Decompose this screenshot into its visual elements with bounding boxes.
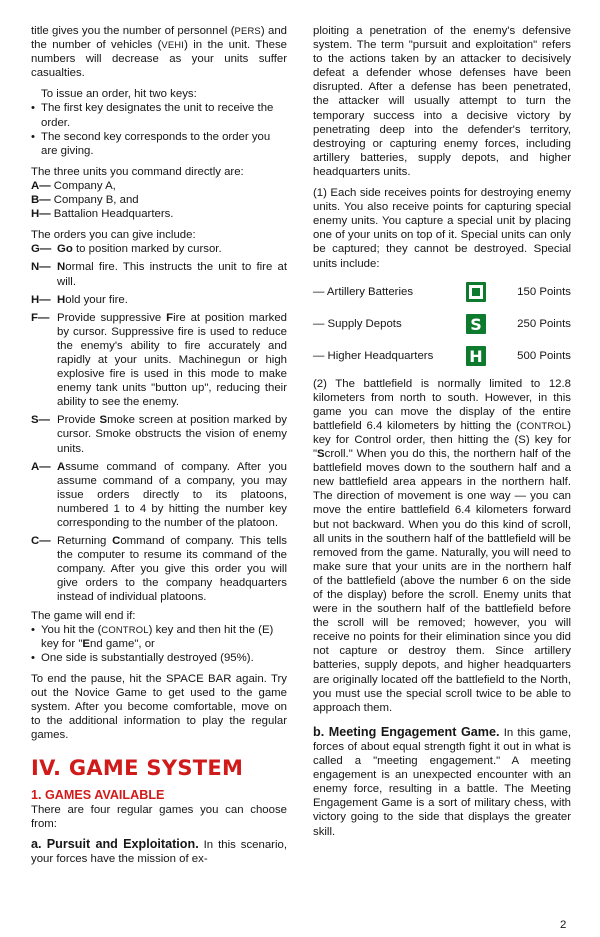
pursuit-paragraph: a. Pursuit and Exploitation. In this scenario, your forces have the mission of ex- [31,836,287,865]
list-item: • You hit the (CONTROL) key and then hit the (E) key for "End game", or [31,623,287,651]
points-paragraph: (1) Each side receives points for destroying enemy units. You also receive points for capturing special enemy units. You capture a special unit by placing one of your units on top of it. Special units can only be captured; they cannot be destroyed. Special units include: [313,187,571,270]
pause-paragraph: To end the pause, hit the SPACE BAR again. Try out the Novice Game to get used to the game system. After you become comfortable, move on to the additional information to play the regular games. [31,672,287,742]
vehi-label: VEHI [161,39,185,51]
artillery-icon [465,281,487,303]
end-intro: The game will end if: [31,609,136,622]
points-row-artillery: — Artillery Batteries 150 Points [313,281,571,303]
meeting-heading: b. Meeting Engagement Game. [313,724,500,739]
order-keys-list [31,101,287,157]
points-row-headquarters: — Higher Headquarters H 500 Points [313,346,571,366]
exploitation-paragraph: ploiting a penetration of the enemy's defensive system. The term "pursuit and exploitation" refers to the actions taken by an attacker to decisively defeat a defender whose defenses have been disrupted. After a defense has been penetrated, the attacker will usually attempt to turn the temporary success into a decisive victory by penetrating deep into the defender's territory, destroying or capturing enemy forces, including artillery batteries, supply depots, and higher headquarters units. [313,25,571,178]
points-table [313,281,571,367]
order-item-go: G— Go to position marked by cursor. [31,243,222,256]
units-intro: The three units you command directly are: [31,165,244,178]
headquarters-icon [465,345,487,367]
scroll-paragraph: (2) The battlefield is normally limited to 12.8 kilometers from north to south. However, in this game you can move the display of the entire battlefield 6.4 kilometers by hitting the (CONTROL) key for Control order, then hitting the (S) key for "Scroll." When you do this, the northern half of the battlefield moves down to the southern half and a new battlefield area appears in the northern half. The direction of movement is one way — you can move the entire battlefield 6.4 kilometers forward but not backward. When you do this kind of scroll, all units in the southern half of the battlefield will be removed from the game. Naturally, you will need to make sure that your units are in the northern half of the battlefield (above the number 6 on the side of the display) before the scroll. Enemy units that were in the southern half of the battlefield before the scroll will be removed; however, you will receive no points for their elimination since you did not capture or destroy them. Since artillery batteries, supply depots, and higher headquarters are originally located off the battlefield to the North, you must use the special scroll twice to be able to approach them. [313,377,571,714]
order-intro: To issue an order, hit two keys: [41,88,197,101]
unit-line: H— Battalion Headquarters. [31,208,174,221]
units-list [31,179,287,221]
subsection-heading: 1. GAMES AVAILABLE [31,788,165,803]
page-number: 2 [560,919,567,931]
order-item-assume-command: A— Assume command of company. After you assume command of a company, you may issue orders directly to its platoons, numbered 1 to 4 by hitting the number key corresponding to the number of the platoon. [31,460,287,529]
paragraph-pers-vehi: title gives you the number of personnel (PERS) and the number of vehicles (VEHI) in the unit. These numbers will decrease as your units suffer casualties. [31,25,288,80]
pursuit-heading: a. Pursuit and Exploitation. [31,836,199,851]
svg-text:H: H [469,346,483,366]
list-item: • The first key designates the unit to receive the order. [31,101,287,129]
games-intro: There are four regular games you can choose from: [31,803,287,830]
order-item-smoke: S— Provide Smoke screen at position marked by cursor. Smoke obstructs the vision of enemy units. [31,414,287,455]
unit-line: A— Company A, [31,179,116,192]
order-item-hold-fire: H— Hold your fire. [31,293,128,306]
order-item-return-command: C— Returning Command of company. This tells the computer to resume its command of the company. After you give this order you will give orders to the company headquarters instead of individual platoons. [31,535,287,604]
unit-line: B— Company B, and [31,194,139,207]
pers-label: PERS [234,25,261,36]
points-row-supply: — Supply Depots S 250 Points [313,314,571,334]
section-heading: IV. GAME SYSTEM [31,756,244,781]
list-item: • The second key corresponds to the order you are giving. [31,130,287,158]
meeting-engagement-paragraph: b. Meeting Engagement Game. In this game, forces of about equal strength fight it out in what is called a "meeting engagement." A meeting engagement is an unexpected encounter with an enemy force, resulting in a battle. The Meeting Engagement Game is a sort of military chess, with victory going to the side that displays the greater skill. [313,724,571,838]
supply-depot-icon [465,313,487,335]
svg-text:S: S [470,314,482,334]
orders-list [31,242,287,604]
order-item-suppressive-fire: F— Provide suppressive Fire at position marked by cursor. Suppressive fire is used to reduce the enemy's ability to fire accurately and rapidly at your units. Machinegun or high explosive fire is used in this mode to make enemy tank units "button up", reducing their ability to see the enemy. [31,311,287,409]
end-conditions-list [31,623,287,665]
left-column [31,24,287,873]
list-item: • One side is substantially destroyed (95%). [31,651,287,665]
orders-intro: The orders you can give include: [31,229,196,242]
right-column [313,24,571,846]
order-item-normal-fire: N— Normal fire. This instructs the unit to fire at will. [31,261,287,288]
